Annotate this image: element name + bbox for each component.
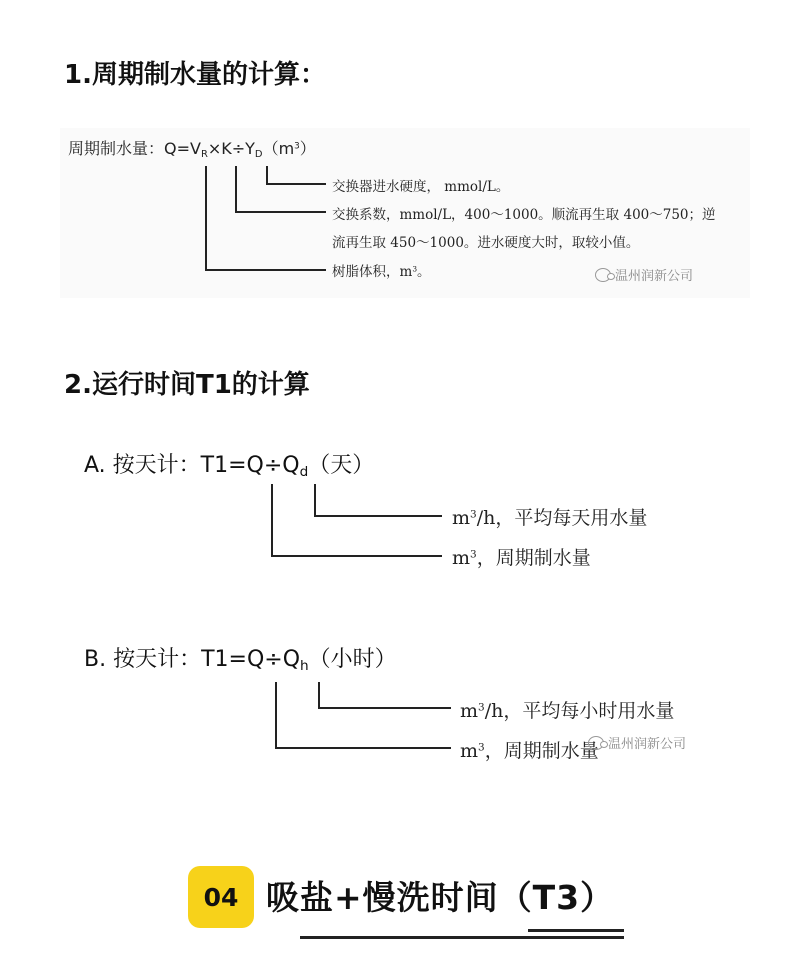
- bracket-a-q-vertical: [271, 484, 273, 556]
- note-k-line2: 流再生取 450～1000。进水硬度大时，取较小值。: [332, 235, 640, 251]
- section1-heading: 1.周期制水量的计算：: [64, 60, 326, 90]
- note-a-bottom-suffix: ，周期制水量: [476, 547, 591, 569]
- note-b-bottom-suffix: ，周期制水量: [484, 740, 599, 762]
- title-underline-accent: [528, 929, 624, 932]
- note-b-bottom-sup: 3: [478, 741, 485, 754]
- section4-title: 吸盐+慢洗时间（T3）: [266, 878, 615, 917]
- watermark-2-text: 温州润新公司: [608, 737, 687, 752]
- wechat-icon: [588, 736, 604, 750]
- formula-a-sub: d: [299, 464, 309, 481]
- note-b-top-suffix: /h，平均每小时用水量: [484, 700, 675, 722]
- formula-b-sub: h: [300, 658, 309, 675]
- formula1-sub-d: D: [254, 148, 263, 160]
- bracket-b-q-horizontal: [275, 747, 451, 749]
- note-a-top-sup: 3: [470, 508, 477, 521]
- note-a-top-prefix: m: [452, 507, 471, 529]
- formula1-lhs: 周期制水量：Q=V: [68, 139, 201, 158]
- note-b-bottom-prefix: m: [460, 740, 479, 762]
- formula-b-suffix: （小时）: [308, 647, 397, 672]
- note-vr-suffix: 。: [417, 264, 431, 280]
- note-k-line1: 交换系数，mmol/L，400～1000。顺流再生取 400～750；逆: [332, 207, 716, 223]
- bracket-yd-vertical: [266, 166, 268, 184]
- section2-heading: 2.运行时间T1的计算: [64, 370, 310, 400]
- watermark-1-text: 温州润新公司: [615, 269, 694, 284]
- formula1-unit-close: ）: [299, 139, 316, 158]
- note-vr-sup: 3: [412, 264, 418, 274]
- bracket-a-qd-vertical: [314, 484, 316, 516]
- formula-b: [84, 642, 397, 674]
- bracket-b-qh-vertical: [318, 682, 320, 708]
- wechat-icon: [595, 268, 611, 282]
- formula1-mid: ×K÷Y: [207, 139, 255, 158]
- bracket-a-qd-horizontal: [314, 515, 442, 517]
- note-a-bottom-prefix: m: [452, 547, 471, 569]
- note-b-top: [460, 696, 674, 723]
- title-underline: [300, 936, 624, 939]
- formula1-unit-sup: 3: [294, 141, 300, 152]
- bracket-vr-horizontal: [205, 269, 326, 271]
- note-vr: [332, 260, 431, 280]
- bracket-b-q-vertical: [275, 682, 277, 748]
- watermark-2: [588, 733, 686, 752]
- note-a-bottom-sup: 3: [470, 548, 477, 561]
- formula1-unit-open: （m: [262, 139, 295, 158]
- section-number-badge: 04: [188, 866, 254, 928]
- bracket-b-qh-horizontal: [318, 707, 451, 709]
- formula-a-suffix: （天）: [308, 453, 375, 478]
- bracket-a-q-horizontal: [271, 555, 442, 557]
- note-a-top-suffix: /h，平均每天用水量: [476, 507, 648, 529]
- note-a-top: [452, 503, 647, 530]
- note-b-top-sup: 3: [478, 701, 485, 714]
- bracket-k-vertical: [235, 166, 237, 212]
- bracket-vr-vertical: [205, 166, 207, 270]
- formula1-sub-r: R: [200, 148, 208, 160]
- formula-a: [84, 448, 374, 480]
- note-b-top-prefix: m: [460, 700, 479, 722]
- watermark-1: [595, 265, 693, 284]
- note-a-bottom: [452, 543, 591, 570]
- note-vr-prefix: 树脂体积，m: [332, 264, 413, 280]
- note-b-bottom: [460, 736, 599, 763]
- bracket-k-horizontal: [235, 211, 326, 213]
- note-yd: 交换器进水硬度， mmol/L。: [332, 179, 510, 195]
- formula1: [68, 136, 316, 160]
- formula-b-prefix: B. 按天计：T1=Q÷Q: [84, 647, 301, 672]
- formula-a-prefix: A. 按天计：T1=Q÷Q: [84, 453, 300, 478]
- bracket-yd-horizontal: [266, 183, 326, 185]
